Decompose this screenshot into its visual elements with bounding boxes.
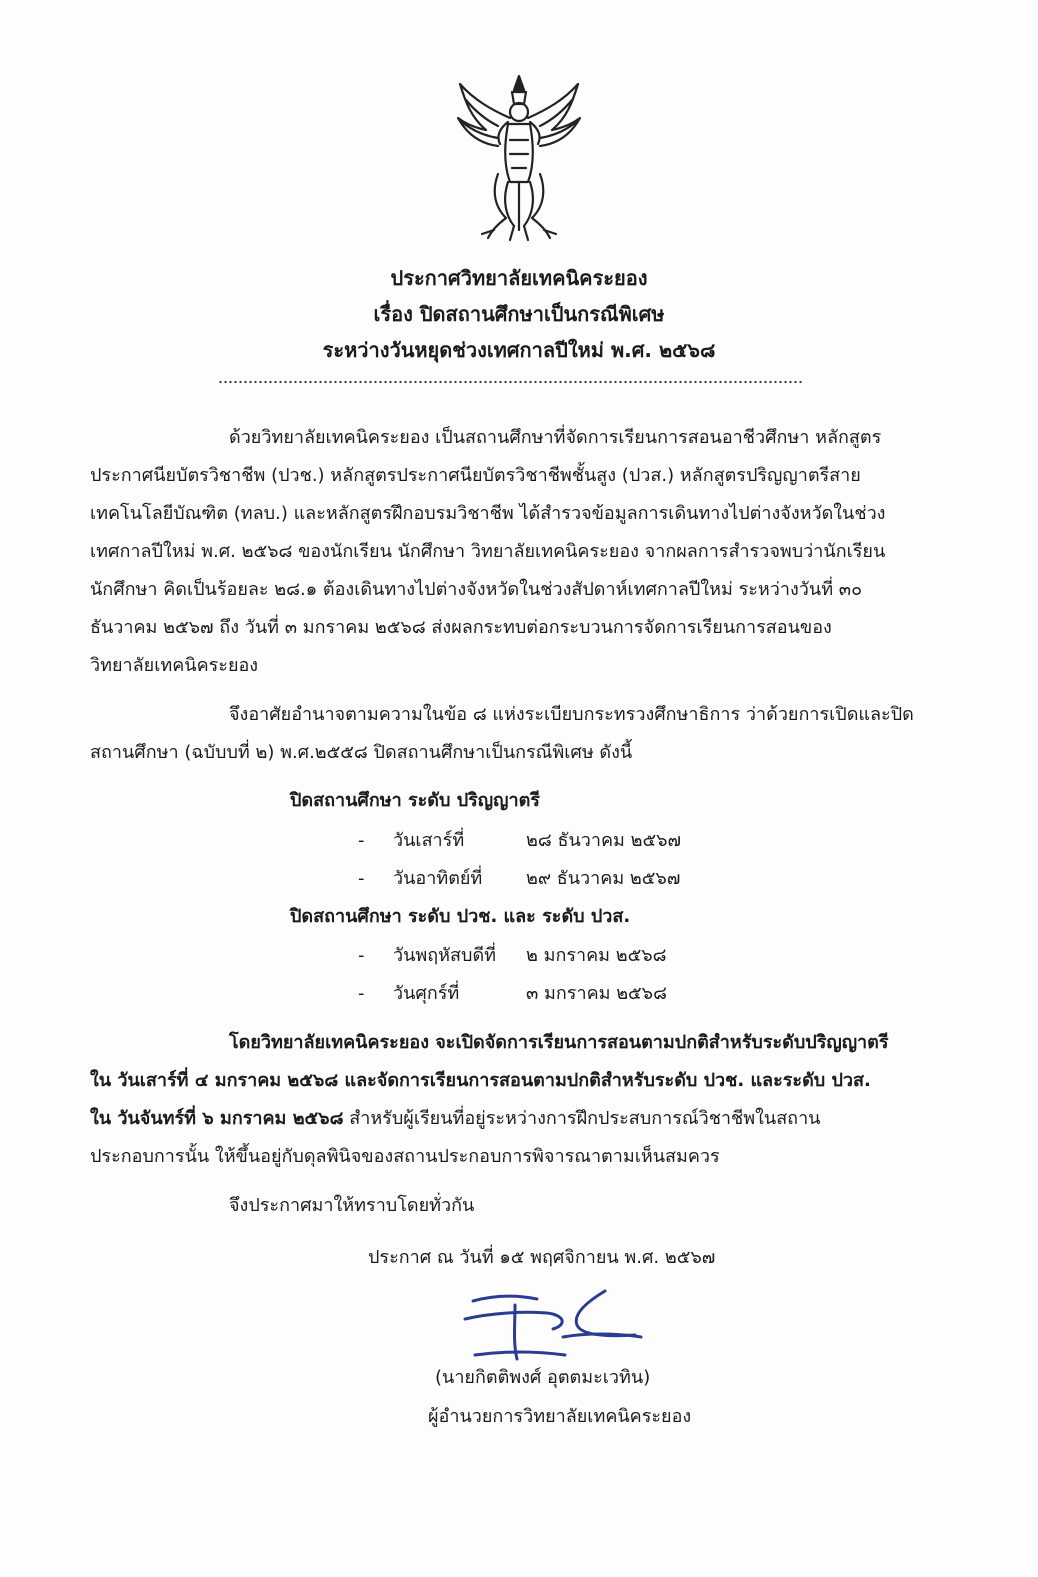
announcement-subject: เรื่อง ปิดสถานศึกษาเป็นกรณีพิเศษ xyxy=(373,302,665,326)
paragraph-line: ประกาศนียบัตรวิชาชีพ (ปวช.) หลักสูตรประกาศนียบัตรวิชาชีพชั้นสูง (ปวส.) หลักสูตรปริญญาตรีสาย xyxy=(90,465,861,486)
announcement-title: ประกาศวิทยาลัยเทคนิคระยอง xyxy=(390,266,648,290)
closure-day: วันอาทิตย์ที่ xyxy=(393,868,483,889)
closing-line: จึงประกาศมาให้ทราบโดยทั่วกัน xyxy=(229,1195,475,1216)
signer-title: ผู้อำนวยการวิทยาลัยเทคนิคระยอง xyxy=(428,1406,692,1427)
paragraph-line: เทศกาลปีใหม่ พ.ศ. ๒๕๖๘ ของนักเรียน นักศึกษา วิทยาลัยเทคนิคระยอง จากผลการสำรวจพบว่านักเรียน xyxy=(90,541,886,562)
closure-day: วันพฤหัสบดีที่ xyxy=(393,945,497,966)
garuda-emblem-icon xyxy=(452,70,586,242)
paragraph-line: เทคโนโลยีบัณฑิต (ทลบ.) และหลักสูตรฝึกอบรมวิชาชีพ ได้สำรวจข้อมูลการเดินทางไปต่างจังหวัดในช่วง xyxy=(90,503,886,524)
dotted-divider xyxy=(218,380,802,384)
closure-date: ๒ มกราคม ๒๕๖๘ xyxy=(526,945,667,966)
list-dash: - xyxy=(358,983,365,1004)
paragraph-line: โดยวิทยาลัยเทคนิคระยอง จะเปิดจัดการเรียนการสอนตามปกติสำหรับระดับปริญญาตรี xyxy=(229,1032,889,1053)
signer-name: (นายกิตติพงศ์ อุตตมะเวทิน) xyxy=(435,1367,651,1388)
list-dash: - xyxy=(358,868,365,889)
announce-date: ประกาศ ณ วันที่ ๑๕ พฤศจิกายน พ.ศ. ๒๕๖๗ xyxy=(368,1247,716,1268)
closure-date: ๒๘ ธันวาคม ๒๕๖๗ xyxy=(526,830,682,851)
list-dash: - xyxy=(358,945,365,966)
signature-image xyxy=(455,1285,655,1370)
closure-date: ๒๙ ธันวาคม ๒๕๖๗ xyxy=(526,868,681,889)
paragraph-line: สถานศึกษา (ฉบับบที่ ๒) พ.ศ.๒๕๕๘ ปิดสถานศึกษาเป็นกรณีพิเศษ ดังนี้ xyxy=(90,742,633,763)
announcement-period: ระหว่างวันหยุดช่วงเทศกาลปีใหม่ พ.ศ. ๒๕๖๘ xyxy=(322,338,716,362)
paragraph-line: จึงอาศัยอำนาจตามความในข้อ ๘ แห่งระเบียบกระทรวงศึกษาธิการ ว่าด้วยการเปิดและปิด xyxy=(229,704,914,725)
paragraph-line: นักศึกษา คิดเป็นร้อยละ ๒๘.๑ ต้องเดินทางไปต่างจังหวัดในช่วงสัปดาห์เทศกาลปีใหม่ ระหว่างวันที่ ๓๐ xyxy=(90,579,863,600)
paragraph-line: ใน วันเสาร์ที่ ๔ มกราคม ๒๕๖๘ และจัดการเรียนการสอนตามปกติสำหรับระดับ ปวช. และระดับ ปวส. xyxy=(90,1070,871,1091)
paragraph-line: ธันวาคม ๒๕๖๗ ถึง วันที่ ๓ มกราคม ๒๕๖๘ ส่งผลกระทบต่อกระบวนการจัดการเรียนการสอนของ xyxy=(90,617,832,638)
closure-date: ๓ มกราคม ๒๕๖๘ xyxy=(526,983,667,1004)
closure-heading: ปิดสถานศึกษา ระดับ ปริญญาตรี xyxy=(290,790,540,811)
reopen-date: ใน วันจันทร์ที่ ๖ มกราคม ๒๕๖๘ xyxy=(90,1108,344,1129)
closure-day: วันเสาร์ที่ xyxy=(393,830,465,851)
paragraph-line xyxy=(90,1108,821,1130)
closure-day: วันศุกร์ที่ xyxy=(393,983,460,1004)
paragraph-line: ประกอบการนั้น ให้ขึ้นอยู่กับดุลพินิจของสถานประกอบการพิจารณาตามเห็นสมควร xyxy=(90,1146,720,1167)
paragraph-text: สำหรับผู้เรียนที่อยู่ระหว่างการฝึกประสบการณ์วิชาชีพในสถาน xyxy=(343,1108,821,1129)
paragraph-line: วิทยาลัยเทคนิคระยอง xyxy=(90,655,259,676)
closure-heading: ปิดสถานศึกษา ระดับ ปวช. และ ระดับ ปวส. xyxy=(290,906,631,927)
list-dash: - xyxy=(358,830,365,851)
paragraph-line: ด้วยวิทยาลัยเทคนิคระยอง เป็นสถานศึกษาที่จัดการเรียนการสอนอาชีวศึกษา หลักสูตร xyxy=(229,427,882,448)
